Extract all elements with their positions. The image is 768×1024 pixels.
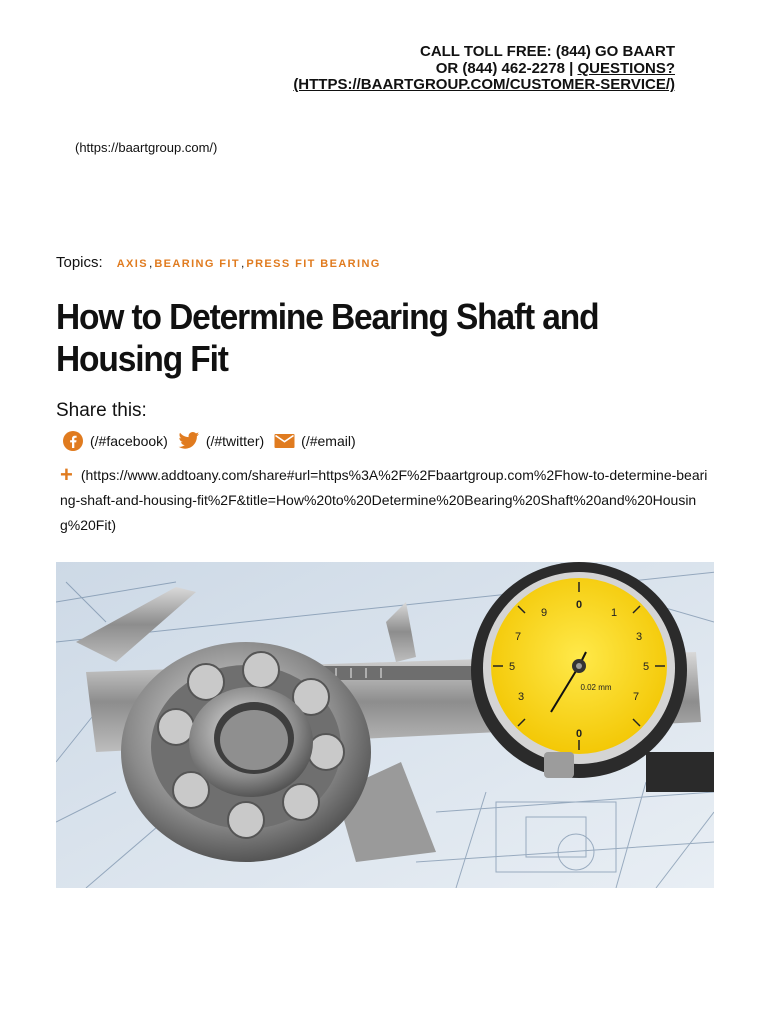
svg-text:1: 1 bbox=[610, 607, 618, 619]
svg-text:3: 3 bbox=[517, 691, 525, 703]
topic-separator: , bbox=[148, 256, 153, 270]
customer-service-link[interactable]: (HTTPS://BAARTGROUP.COM/CUSTOMER-SERVICE/) bbox=[293, 76, 675, 93]
phone-number: OR (844) 462-2278 | bbox=[435, 59, 578, 77]
topic-bearing-fit[interactable]: BEARING FIT bbox=[154, 258, 240, 270]
topics-row bbox=[56, 254, 381, 271]
svg-text:0: 0 bbox=[575, 728, 583, 740]
home-logo-link[interactable]: (https://baartgroup.com/) bbox=[75, 140, 218, 155]
share-buttons bbox=[62, 430, 366, 452]
article-title: How to Determine Bearing Shaft and Housing Fit bbox=[56, 296, 599, 379]
addtoany-share[interactable] bbox=[60, 462, 710, 538]
toll-free-text: CALL TOLL FREE: (844) GO BAART bbox=[419, 43, 675, 60]
topic-separator: , bbox=[241, 256, 245, 270]
facebook-icon bbox=[62, 430, 84, 452]
addtoany-share-link: (https://www.addtoany.com/share#url=https%3A%2F%2Fbaartgroup.com%2Fhow-to-determine-bearing-shaft-and-housing-fit%2F&title=How%20to%20Determine%20Bearing%20Shaft%20and%20Housing%20Fit) bbox=[60, 467, 708, 533]
ball-bearing bbox=[121, 642, 371, 862]
svg-text:5: 5 bbox=[508, 661, 516, 673]
phone-line bbox=[293, 61, 675, 78]
share-label: Share this: bbox=[56, 400, 147, 421]
email-share-link: (/#email) bbox=[301, 433, 356, 449]
twitter-icon bbox=[178, 431, 200, 451]
facebook-share-link: (/#facebook) bbox=[90, 433, 168, 449]
email-icon bbox=[274, 433, 295, 449]
contact-bar bbox=[293, 44, 675, 94]
svg-text:5: 5 bbox=[642, 661, 650, 673]
bearing-caliper-illustration bbox=[56, 562, 714, 888]
share-email-button[interactable] bbox=[274, 433, 355, 449]
svg-text:7: 7 bbox=[632, 691, 640, 703]
share-facebook-button[interactable] bbox=[62, 430, 168, 452]
svg-text:3: 3 bbox=[635, 631, 643, 643]
topic-press-fit-bearing[interactable]: PRESS FIT BEARING bbox=[246, 258, 381, 270]
questions-link[interactable]: QUESTIONS? bbox=[577, 59, 675, 77]
plus-icon: + bbox=[60, 462, 73, 487]
questions-url-line bbox=[293, 77, 675, 94]
svg-text:7: 7 bbox=[514, 631, 522, 643]
twitter-share-link: (/#twitter) bbox=[205, 433, 265, 449]
gauge-label: 0.02 mm bbox=[580, 683, 612, 692]
share-twitter-button[interactable] bbox=[178, 431, 264, 451]
article-hero-image bbox=[56, 562, 714, 888]
topic-axis[interactable]: AXIS bbox=[116, 258, 148, 270]
svg-text:0: 0 bbox=[575, 599, 583, 611]
topics-label: Topics: bbox=[56, 254, 103, 271]
svg-text:9: 9 bbox=[540, 607, 548, 619]
